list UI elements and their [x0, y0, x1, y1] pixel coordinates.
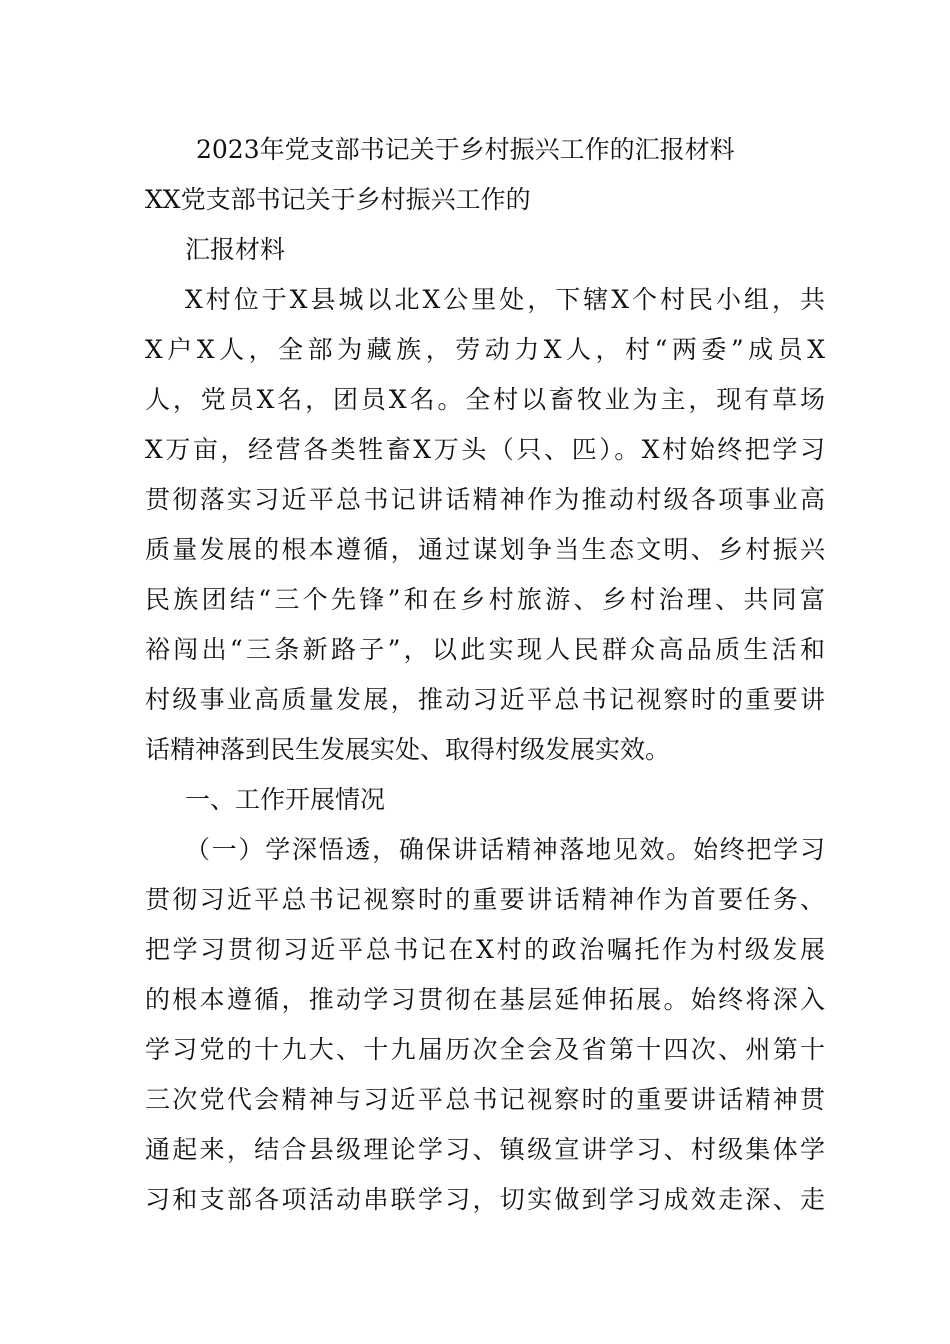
- paragraph-line: 裕闯出“三条新路子”，以此实现人民群众高品质生活和: [145, 635, 825, 664]
- paragraph-line: 话精神落到民生发展实处、取得村级发展实效。: [145, 735, 671, 764]
- document-title: 2023年党支部书记关于乡村振兴工作的汇报材料: [196, 135, 735, 164]
- paragraph-line: 民族团结“三个先锋”和在乡村旅游、乡村治理、共同富: [145, 585, 825, 614]
- section-heading: 一、工作开展情况: [185, 785, 386, 814]
- paragraph-line: 习和支部各项活动串联学习，切实做到学习成效走深、走: [145, 1185, 825, 1214]
- paragraph-line: 的根本遵循，推动学习贯彻在基层延伸拓展。始终将深入: [145, 985, 825, 1014]
- paragraph-line: X户X人，全部为藏族，劳动力X人，村“两委”成员X: [145, 335, 825, 364]
- paragraph-line: 把学习贯彻习近平总书记在X村的政治嘱托作为村级发展: [145, 935, 825, 964]
- paragraph-line: 学习党的十九大、十九届历次全会及省第十四次、州第十: [145, 1035, 825, 1064]
- paragraph-line: （一）学深悟透，确保讲话精神落地见效。始终把学习: [185, 835, 825, 864]
- paragraph-line: X村位于X县城以北X公里处，下辖X个村民小组，共: [185, 285, 825, 314]
- paragraph-line: 村级事业高质量发展，推动习近平总书记视察时的重要讲: [145, 685, 825, 714]
- paragraph-line: 质量发展的根本遵循，通过谋划争当生态文明、乡村振兴: [145, 535, 825, 564]
- paragraph-line: 贯彻落实习近平总书记讲话精神作为推动村级各项事业高: [145, 485, 825, 514]
- paragraph-line: 通起来，结合县级理论学习、镇级宣讲学习、村级集体学: [145, 1135, 825, 1164]
- paragraph-line: X万亩，经营各类牲畜X万头（只、匹）。X村始终把学习: [145, 435, 825, 464]
- subtitle-line-2: 汇报材料: [185, 235, 286, 264]
- subtitle-line-1: XX党支部书记关于乡村振兴工作的: [145, 185, 531, 214]
- paragraph-line: 人，党员X名，团员X名。全村以畜牧业为主，现有草场: [145, 385, 825, 414]
- paragraph-line: 贯彻习近平总书记视察时的重要讲话精神作为首要任务、: [145, 885, 825, 914]
- paragraph-line: 三次党代会精神与习近平总书记视察时的重要讲话精神贯: [145, 1085, 825, 1114]
